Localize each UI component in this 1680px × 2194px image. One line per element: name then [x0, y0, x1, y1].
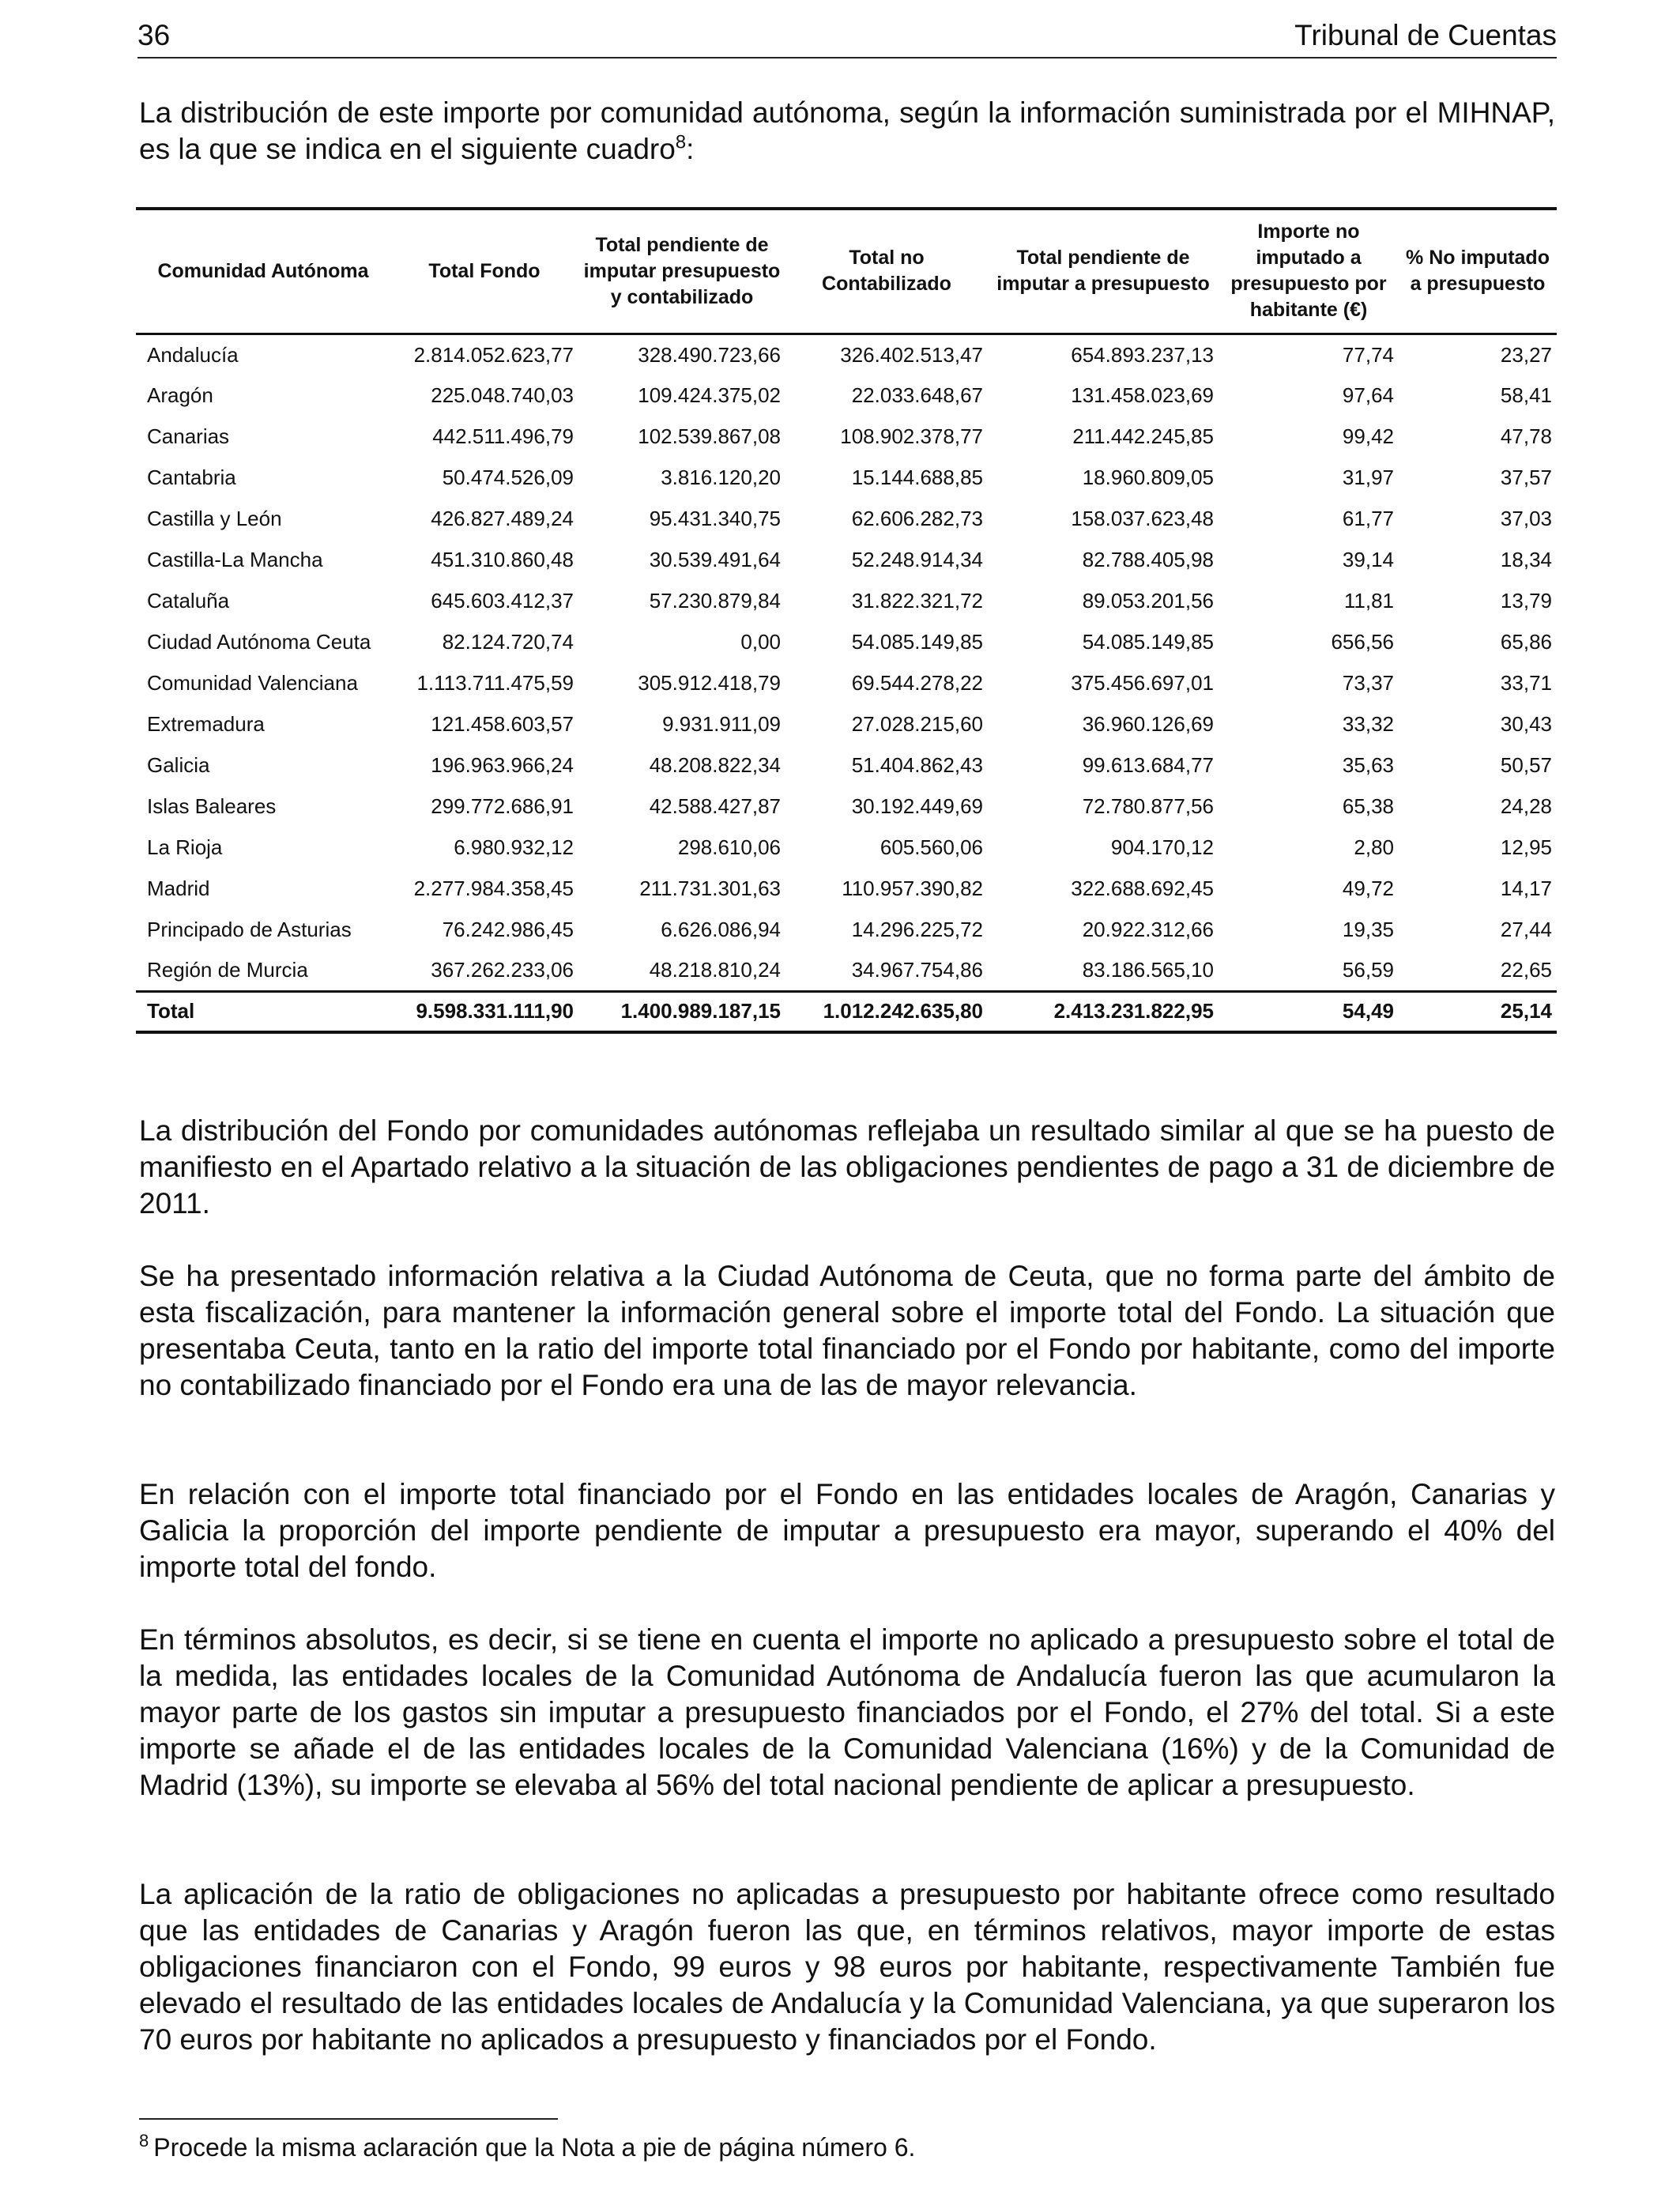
total-label-cell: Total: [136, 991, 390, 1032]
value-cell: 83.186.565,10: [1082, 958, 1214, 982]
value-cell: 39,14: [1342, 548, 1394, 571]
value-cell: 656,56: [1331, 630, 1394, 654]
value-cell: 22,65: [1500, 958, 1552, 982]
column-header: Importe no imputado a presupuesto por habitante (€): [1219, 209, 1399, 334]
value-cell: 451.310.860,48: [431, 548, 574, 571]
value-cell: 48.208.822,34: [649, 753, 781, 777]
footnote-text: Procede la misma aclaración que la Nota a pie de página número 6.: [153, 2133, 916, 2162]
value-cell: 3.816.120,20: [661, 466, 781, 489]
region-name-cell: Extremadura: [147, 712, 265, 736]
value-cell: 22.033.648,67: [851, 383, 983, 407]
region-name-cell: La Rioja: [147, 835, 223, 859]
region-name-cell: Madrid: [147, 876, 210, 900]
region-name-cell: Islas Baleares: [147, 794, 277, 818]
value-cell: 2.277.984.358,45: [413, 876, 574, 900]
region-name-cell: Cantabria: [147, 466, 236, 489]
value-cell: 367.262.233,06: [431, 958, 574, 982]
value-cell: 72.780.877,56: [1082, 794, 1214, 818]
value-cell: 30.192.449,69: [851, 794, 983, 818]
body-paragraph-5: La aplicación de la ratio de obligaciones no aplicadas a presupuesto por habitante ofrece como resultado que las entidades de Canarias y Aragón fueron las que, en términos relativos, mayor importe de estas obligaciones financiaron con el Fondo, 99 euros y 98 euros por habitante, respectivamente También fue elevado el resultado de las entidades locales de Andalucía y la Comunidad Valenciana, ya que superaron los 70 euros por habitante no aplicados a presupuesto y financiados por el Fondo.: [139, 1878, 1555, 2056]
value-cell: 298.610,06: [677, 835, 781, 859]
region-name-cell: Andalucía: [147, 342, 239, 367]
value-cell: 442.511.496,79: [432, 424, 574, 448]
table-row: [136, 745, 1557, 786]
column-header: Total Fondo: [390, 209, 578, 334]
table-row: [136, 827, 1557, 868]
intro-paragraph: [139, 95, 1555, 168]
value-cell: 50,57: [1500, 753, 1552, 777]
value-cell: 654.893.237,13: [1071, 342, 1214, 367]
value-cell: 305.912.418,79: [638, 671, 781, 695]
value-cell: 50.474.526,09: [442, 466, 574, 489]
value-cell: 65,86: [1500, 630, 1552, 654]
value-cell: 24,28: [1500, 794, 1552, 818]
body-paragraph-1: La distribución del Fondo por comunidades autónomas reflejaba un resultado similar al que se ha puesto de manifiesto en el Apartado relativo a la situación de las obligaciones pendientes de pago a 31 de diciembre de 2011.: [139, 1114, 1555, 1220]
value-cell: 18.960.809,05: [1082, 466, 1214, 489]
intro-text: La distribución de este importe por comunidad autónoma, según la información suministrada por el MIHNAP, es la que se indica en el siguiente cuadro: [139, 96, 1555, 165]
value-cell: 51.404.862,43: [851, 753, 983, 777]
value-cell: 33,32: [1342, 712, 1394, 736]
value-cell: 69.544.278,22: [851, 671, 983, 695]
value-cell: 61,77: [1342, 507, 1394, 530]
table-header: [136, 209, 1557, 334]
footnote-number: 8: [139, 2131, 149, 2151]
value-cell: 12,95: [1500, 835, 1552, 859]
table-footer: [136, 991, 1557, 1032]
value-cell: 426.827.489,24: [431, 507, 574, 530]
table-row: [136, 416, 1557, 457]
table-row: [136, 868, 1557, 909]
value-cell: 34.967.754,86: [851, 958, 983, 982]
value-cell: 31,97: [1342, 466, 1394, 489]
column-header: Total pendiente de imputar a presupuesto: [988, 209, 1219, 334]
footnote-reference: 8: [675, 131, 687, 153]
value-cell: 54.085.149,85: [1082, 630, 1214, 654]
value-cell: 76.242.986,45: [442, 918, 574, 941]
region-name-cell: Comunidad Valenciana: [147, 671, 358, 695]
value-cell: 102.539.867,08: [638, 424, 781, 448]
value-cell: 62.606.282,73: [851, 507, 983, 530]
value-cell: 33,71: [1500, 671, 1552, 695]
value-cell: 299.772.686,91: [431, 794, 574, 818]
intro-suffix: :: [686, 133, 695, 165]
total-value-cell: 1.400.989.187,15: [578, 991, 785, 1032]
distribution-table: [136, 207, 1557, 1034]
value-cell: 375.456.697,01: [1071, 671, 1214, 695]
value-cell: 65,38: [1342, 794, 1394, 818]
value-cell: 211.731.301,63: [639, 876, 781, 900]
region-name-cell: Ciudad Autónoma Ceuta: [147, 630, 371, 654]
table-row: [136, 457, 1557, 498]
value-cell: 2,80: [1354, 835, 1394, 859]
value-cell: 37,57: [1500, 466, 1552, 489]
table-row: [136, 621, 1557, 662]
value-cell: 27.028.215,60: [851, 712, 983, 736]
value-cell: 95.431.340,75: [649, 507, 781, 530]
value-cell: 131.458.023,69: [1071, 383, 1214, 407]
value-cell: 48.218.810,24: [649, 958, 781, 982]
value-cell: 27,44: [1500, 918, 1552, 941]
value-cell: 97,64: [1342, 383, 1394, 407]
total-value-cell: 25,14: [1399, 991, 1557, 1032]
value-cell: 58,41: [1500, 383, 1552, 407]
region-name-cell: Castilla y León: [147, 507, 282, 530]
value-cell: 19,35: [1342, 918, 1394, 941]
column-header: Total pendiente de imputar presupuesto y contabilizado: [578, 209, 785, 334]
table-row: [136, 909, 1557, 950]
total-value-cell: 2.413.231.822,95: [988, 991, 1219, 1032]
value-cell: 196.963.966,24: [431, 753, 574, 777]
value-cell: 2.814.052.623,77: [413, 342, 574, 367]
value-cell: 605.560,06: [880, 835, 983, 859]
region-name-cell: Cataluña: [147, 589, 230, 613]
value-cell: 56,59: [1342, 958, 1394, 982]
value-cell: 6.626.086,94: [661, 918, 781, 941]
region-name-cell: Principado de Asturias: [147, 918, 352, 941]
value-cell: 326.402.513,47: [840, 342, 983, 367]
total-value-cell: 54,49: [1219, 991, 1399, 1032]
value-cell: 14.296.225,72: [851, 918, 983, 941]
column-header: % No imputado a presupuesto: [1399, 209, 1557, 334]
value-cell: 73,37: [1342, 671, 1394, 695]
table-row: [136, 539, 1557, 580]
value-cell: 31.822.321,72: [851, 589, 983, 613]
value-cell: 89.053.201,56: [1082, 589, 1214, 613]
value-cell: 328.490.723,66: [638, 342, 781, 367]
value-cell: 20.922.312,66: [1082, 918, 1214, 941]
table-body: [136, 334, 1557, 991]
value-cell: 42.588.427,87: [649, 794, 781, 818]
publication-title: Tribunal de Cuentas: [1294, 19, 1557, 51]
value-cell: 23,27: [1500, 342, 1552, 367]
region-name-cell: Canarias: [147, 424, 230, 448]
table-row: [136, 375, 1557, 416]
column-header: Total no Contabilizado: [785, 209, 988, 334]
value-cell: 54.085.149,85: [851, 630, 983, 654]
value-cell: 99.613.684,77: [1082, 753, 1214, 777]
table-row: [136, 786, 1557, 827]
value-cell: 99,42: [1342, 424, 1394, 448]
value-cell: 13,79: [1500, 589, 1552, 613]
table-row: [136, 498, 1557, 539]
value-cell: 322.688.692,45: [1071, 876, 1214, 900]
total-value-cell: 9.598.331.111,90: [390, 991, 578, 1032]
region-name-cell: Aragón: [147, 383, 213, 407]
body-paragraph-4: En términos absolutos, es decir, si se tiene en cuenta el importe no aplicado a presupuesto sobre el total de la medida, las entidades locales de la Comunidad Autónoma de Andalucía fueron las que acumularon la mayor parte de los gastos sin imputar a presupuesto financiados por el Fondo, el 27% del total. Si a este importe se añade el de las entidades locales de la Comunidad Valenciana (16%) y de la Comunidad de Madrid (13%), su importe se elevaba al 56% del total nacional pendiente de aplicar a presupuesto.: [139, 1623, 1555, 1801]
page-header: [137, 16, 1557, 58]
value-cell: 1.113.711.475,59: [416, 671, 574, 695]
region-name-cell: Galicia: [147, 753, 210, 777]
total-row: [136, 991, 1557, 1032]
value-cell: 211.442.245,85: [1072, 424, 1214, 448]
body-paragraph-3: En relación con el importe total financiado por el Fondo en las entidades locales de Aragón, Canarias y Galicia la proporción del importe pendiente de imputar a presupuesto era mayor, superando el 40% del importe total del fondo.: [139, 1478, 1555, 1583]
table-row: [136, 950, 1557, 991]
value-cell: 158.037.623,48: [1071, 507, 1214, 530]
region-name-cell: Castilla-La Mancha: [147, 548, 323, 571]
value-cell: 6.980.932,12: [454, 835, 574, 859]
header-row: [136, 209, 1557, 334]
value-cell: 14,17: [1500, 876, 1552, 900]
total-value-cell: 1.012.242.635,80: [785, 991, 988, 1032]
footnote-divider: [139, 2118, 558, 2120]
region-name-cell: Región de Murcia: [147, 958, 308, 982]
value-cell: 52.248.914,34: [851, 548, 983, 571]
footnote: [139, 2131, 915, 2164]
value-cell: 35,63: [1342, 753, 1394, 777]
value-cell: 30.539.491,64: [649, 548, 781, 571]
page-number: 36: [137, 19, 171, 51]
value-cell: 904.170,12: [1110, 835, 1214, 859]
value-cell: 11,81: [1343, 589, 1394, 613]
table-row: [136, 662, 1557, 703]
value-cell: 9.931.911,09: [662, 712, 781, 736]
table-row: [136, 334, 1557, 375]
value-cell: 645.603.412,37: [431, 589, 574, 613]
value-cell: 121.458.603,57: [431, 712, 574, 736]
value-cell: 47,78: [1500, 424, 1552, 448]
value-cell: 108.902.378,77: [840, 424, 983, 448]
value-cell: 77,74: [1342, 342, 1394, 367]
value-cell: 49,72: [1342, 876, 1394, 900]
column-header: Comunidad Autónoma: [136, 209, 390, 334]
value-cell: 82.788.405,98: [1082, 548, 1214, 571]
value-cell: 225.048.740,03: [431, 383, 574, 407]
value-cell: 37,03: [1500, 507, 1552, 530]
value-cell: 110.957.390,82: [842, 876, 983, 900]
value-cell: 82.124.720,74: [442, 630, 574, 654]
value-cell: 18,34: [1500, 548, 1552, 571]
value-cell: 36.960.126,69: [1082, 712, 1214, 736]
value-cell: 0,00: [740, 630, 781, 654]
body-paragraph-2: Se ha presentado información relativa a la Ciudad Autónoma de Ceuta, que no forma parte del ámbito de esta fiscalización, para mantener la información general sobre el importe total del Fondo. La situación que presentaba Ceuta, tanto en la ratio del importe total financiado por el Fondo por habitante, como del importe no contabilizado financiado por el Fondo era una de las de mayor relevancia.: [139, 1260, 1555, 1401]
value-cell: 57.230.879,84: [649, 589, 781, 613]
table-row: [136, 580, 1557, 621]
value-cell: 109.424.375,02: [638, 383, 781, 407]
table-row: [136, 703, 1557, 745]
value-cell: 15.144.688,85: [851, 466, 983, 489]
value-cell: 30,43: [1500, 712, 1552, 736]
